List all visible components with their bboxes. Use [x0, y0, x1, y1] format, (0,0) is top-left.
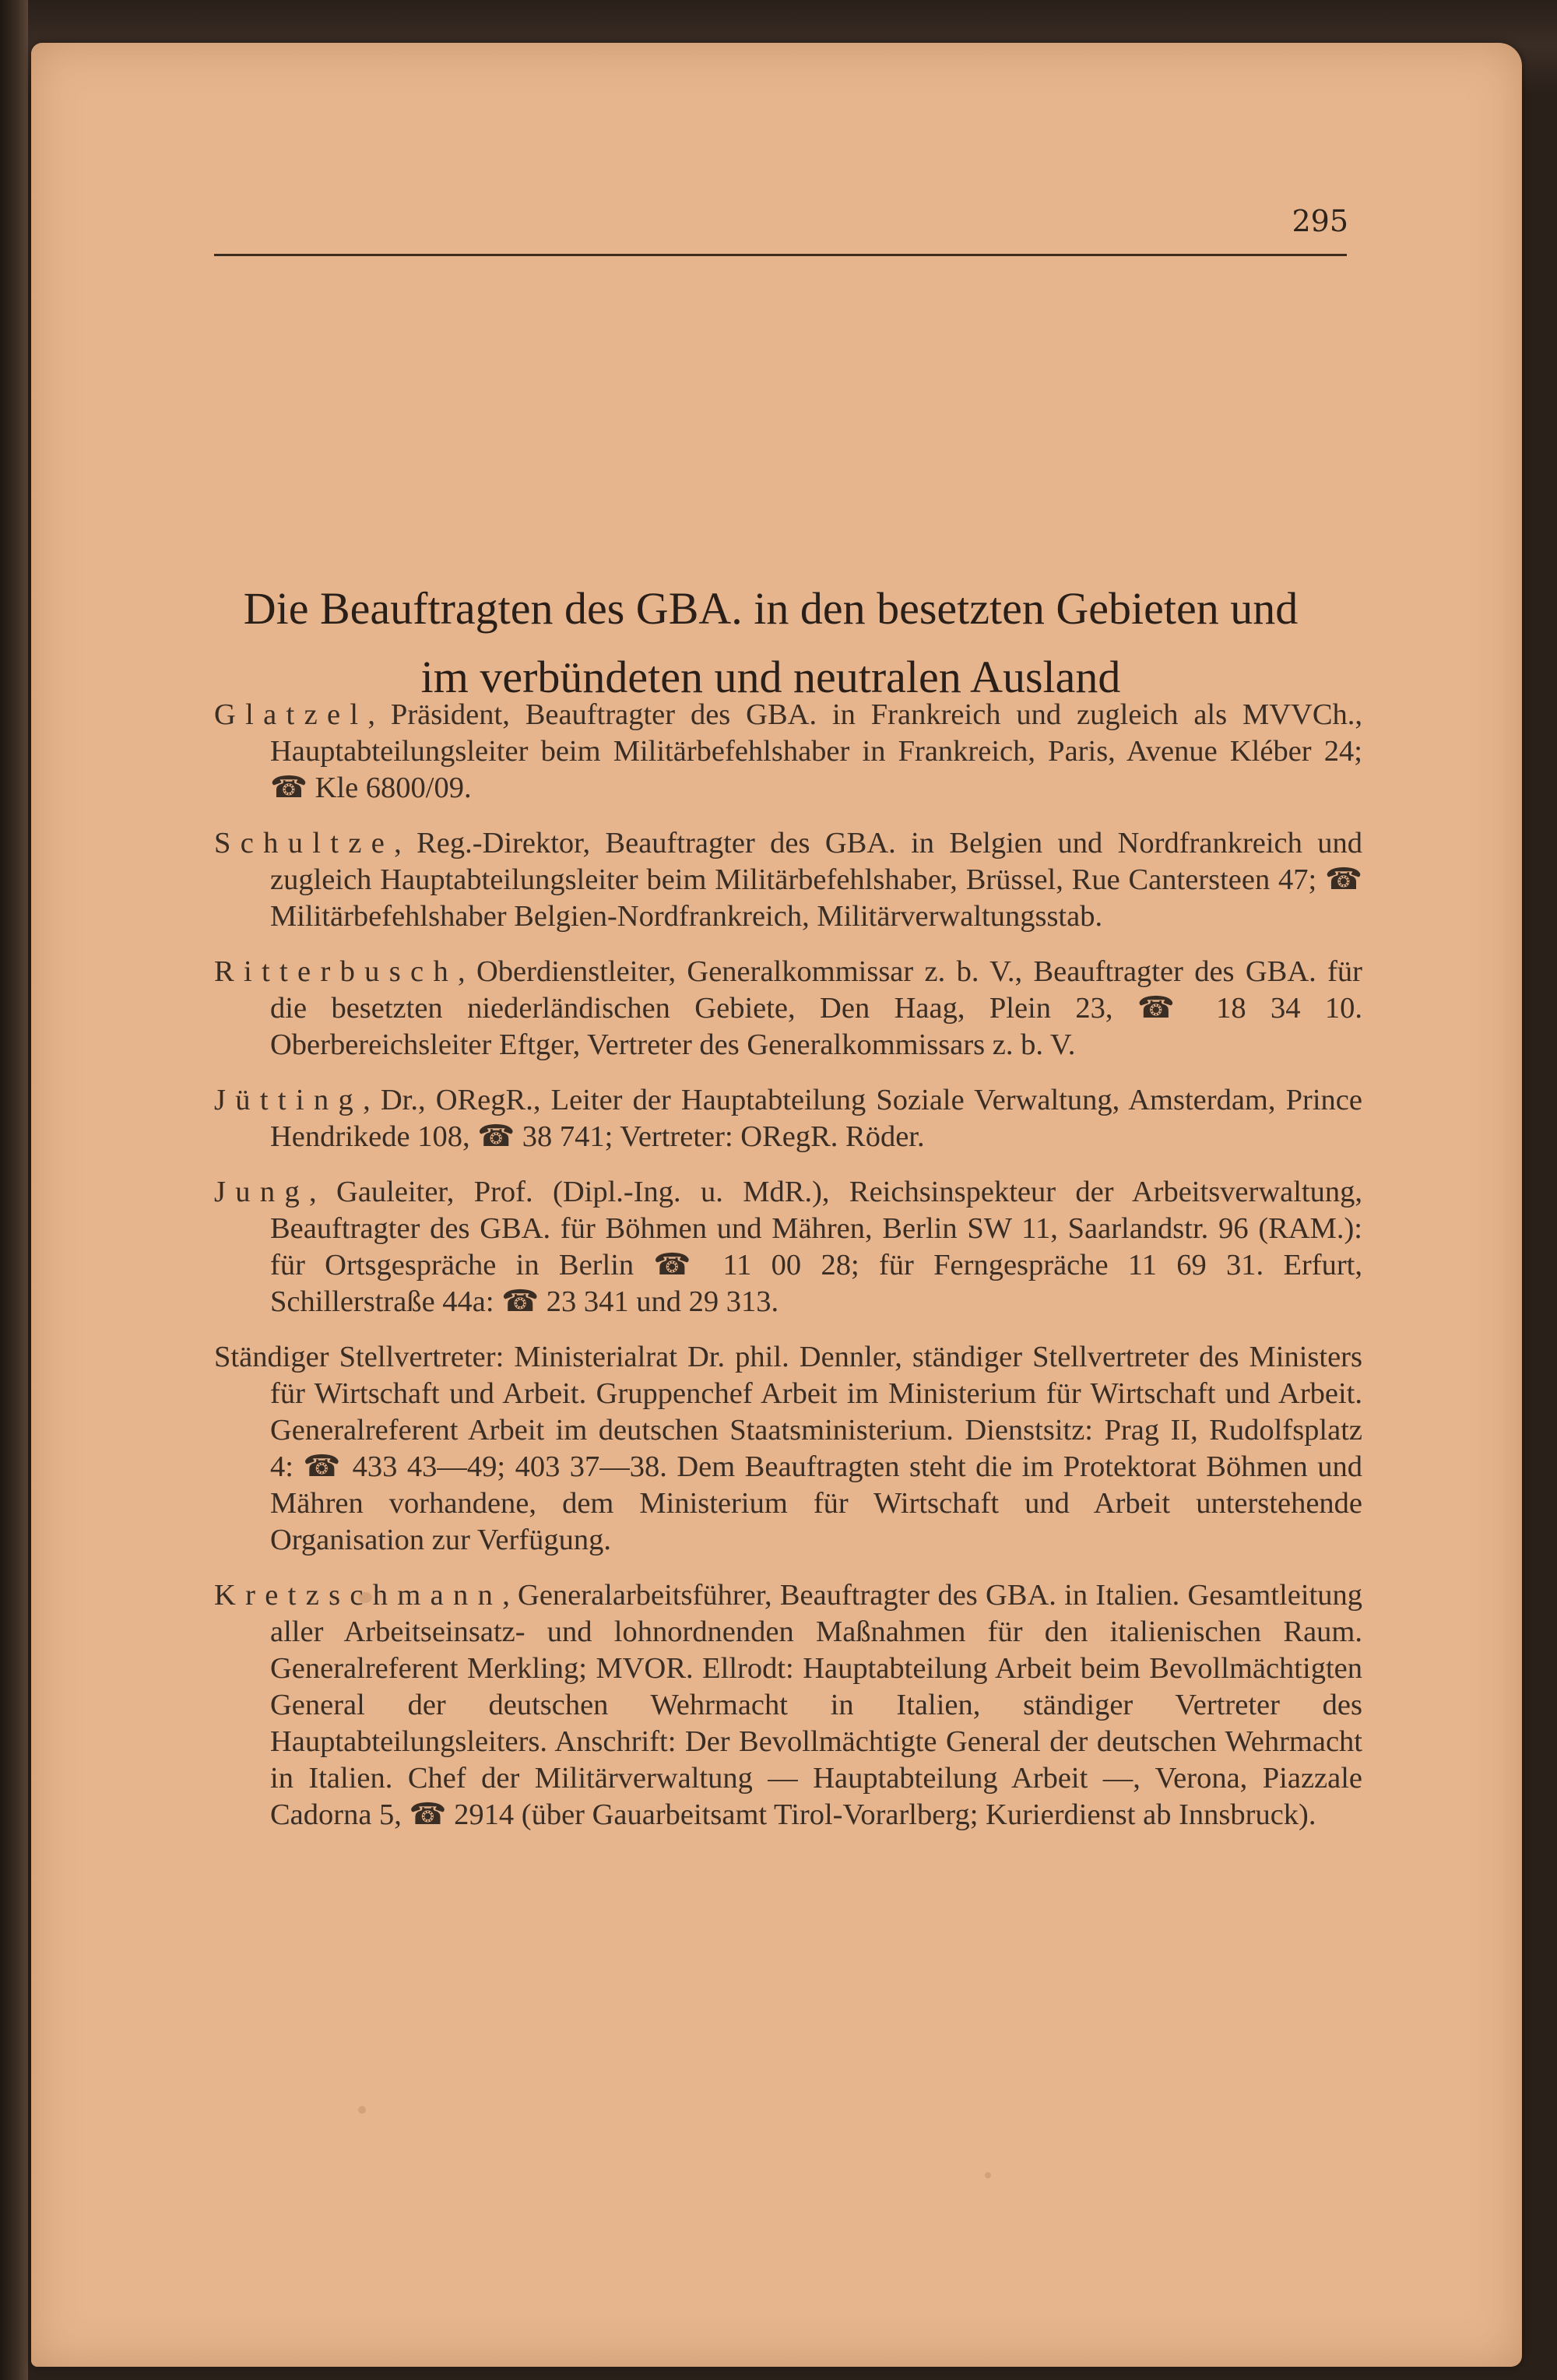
entry-jung — [214, 1174, 1362, 1320]
entry-name: Glatzel — [214, 698, 368, 731]
entry-staendiger-stellvertreter — [214, 1339, 1362, 1559]
entry-text: , Gauleiter, Prof. (Dipl.-Ing. u. MdR.), Reichsinspekteur der Arbeitsverwaltung, Beauftragter des GBA. für Böhmen und Mähren, Berlin SW 11, Saarlandstr. 96 (RAM.): für Ortsgespräche in Berlin ☎ 11 00 28; für Ferngespräche 11 69 31. Erfurt, Schillerstraße 44a: ☎ 23 341 und 29 313. — [270, 1176, 1362, 1318]
entry-text: , Dr., ORegR., Leiter der Hauptabteilung Soziale Verwaltung, Amsterdam, Prince Hendrikede 108, ☎ 38 741; Vertreter: ORegR. Röder. — [270, 1084, 1362, 1153]
entry-text: Ministerialrat Dr. phil. Dennler, ständiger Stellvertreter des Ministers für Wirtschaft und Arbeit. Gruppenchef Arbeit im Ministerium für Wirtschaft und Arbeit. Generalreferent Arbeit im deutschen Staatsministerium. Dienstsitz: Prag II, Rudolfsplatz 4: ☎ 433 43—49; 403 37—38. Dem Beauftragten steht die im Protektorat Böhmen und Mähren vorhandene, dem Ministerium für Wirtschaft und Arbeit unterstehende Organisation zur Verfügung. — [270, 1341, 1362, 1556]
entry-schultze — [214, 825, 1362, 935]
entry-name: Jütting — [214, 1084, 364, 1116]
paper-stain — [985, 2172, 991, 2178]
paper-stain — [358, 2106, 366, 2114]
entry-glatzel — [214, 697, 1362, 807]
header-rule — [214, 254, 1347, 256]
entry-kretzschmann — [214, 1577, 1362, 1833]
entry-text: , Generalarbeitsführer, Beauftragter des GBA. in Italien. Gesamtleitung aller Arbeitseinsatz- und lohnordnenden Maßnahmen für den italienischen Raum. Generalreferent Merkling; MVOR. Ellrodt: Hauptabteilung Arbeit beim Bevollmächtigten General der deutschen Wehrmacht in Italien, ständiger Vertreter des Hauptabteilungsleiters. Anschrift: Der Bevollmächtigte General der deutschen Wehrmacht in Italien. Chef der Militärverwaltung — Hauptabteilung Arbeit —, Verona, Piazzale Cadorna 5, ☎ 2914 (über Gauarbeitsamt Tirol-Vorarlberg; Kurierdienst ab Innsbruck). — [270, 1579, 1362, 1831]
book-spine-edge — [0, 0, 28, 2380]
page-title — [156, 575, 1386, 712]
entry-text: , Reg.-Direktor, Beauftragter des GBA. in Belgien und Nordfrankreich und zugleich Hauptabteilungsleiter beim Militärbefehlshaber, Brüssel, Rue Cantersteen 47; ☎ Militärbefehlshaber Belgien-Nordfrankreich, Militärverwaltungsstab. — [270, 827, 1362, 933]
entry-text: , Präsident, Beauftragter des GBA. in Frankreich und zugleich als MVVCh., Hauptabteilungsleiter beim Militärbefehlshaber in Frankreich, Paris, Avenue Kléber 24; ☎ Kle 6800/09. — [270, 698, 1362, 804]
entry-name: Ritterbusch — [214, 955, 459, 988]
entry-name: Schultze — [214, 827, 395, 860]
page-number: 295 — [1292, 204, 1348, 238]
entry-juetting — [214, 1082, 1362, 1155]
entry-name: Kretzschmann — [214, 1579, 503, 1612]
entry-ritterbusch — [214, 954, 1362, 1063]
title-line-2: im verbündeten und neutralen Ausland — [420, 652, 1121, 702]
entry-name: Jung — [214, 1176, 310, 1208]
entry-name: Ständiger Stellvertreter: — [214, 1341, 504, 1373]
entry-text: , Oberdienstleiter, Generalkommissar z. b. V., Beauftragter des GBA. für die besetzten niederländischen Gebiete, Den Haag, Plein 23, ☎ 18 34 10. Oberbereichsleiter Eftger, Vertreter des Generalkommissars z. b. V. — [270, 955, 1362, 1061]
entry-list — [214, 697, 1362, 1852]
title-line-1: Die Beauftragten des GBA. in den besetzten Gebieten und — [243, 583, 1299, 634]
